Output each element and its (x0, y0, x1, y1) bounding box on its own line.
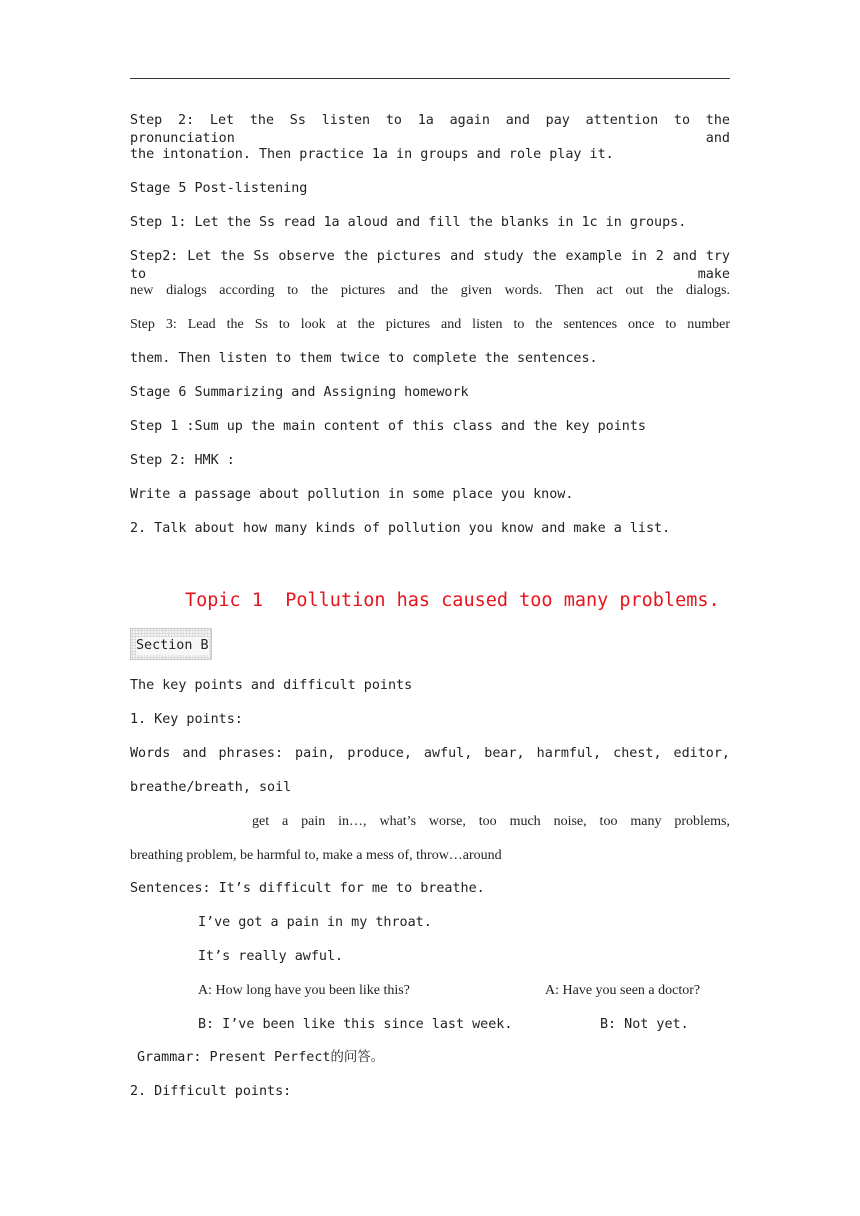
phrases-line: breathing problem, be harmful to, make a mess of, throw…around (130, 848, 502, 863)
text-line: Step 2: Let the Ss listen to 1a again and pay attention to the pronunciation and (130, 113, 730, 146)
dialog-line: B: I’ve been like this since last week. (198, 1017, 513, 1032)
text-line: Write a passage about pollution in some place you know. (130, 487, 574, 502)
section-badge (130, 628, 212, 660)
topic-title: Topic 1 Pollution has caused too many problems. (185, 590, 720, 611)
text-line: Step 1: Let the Ss read 1a aloud and fill the blanks in 1c in groups. (130, 215, 687, 230)
section-heading: The key points and difficult points (130, 678, 413, 693)
words-line: Words and phrases: pain, produce, awful, bear, harmful, chest, editor, (130, 746, 730, 761)
sentence-line: I’ve got a pain in my throat. (198, 915, 432, 930)
text-line: 2. Talk about how many kinds of pollution you know and make a list. (130, 521, 671, 536)
stage-heading: Stage 5 Post-listening (130, 181, 308, 196)
text-line: the intonation. Then practice 1a in groups and role play it. (130, 147, 614, 162)
section-label: Section B (136, 638, 209, 653)
dialog-line: A: How long have you been like this? (198, 983, 410, 998)
header-rule (130, 78, 730, 79)
words-line: breathe/breath, soil (130, 780, 292, 795)
text-line: new dialogs according to the pictures and the given words. Then act out the dialogs. (130, 283, 730, 298)
sentence-line: It’s really awful. (198, 949, 344, 964)
key-points-label: 1. Key points: (130, 712, 243, 727)
dialog-line: A: Have you seen a doctor? (545, 983, 701, 998)
text-line: Step 3: Lead the Ss to look at the pictures and listen to the sentences once to number (130, 317, 730, 332)
text-line: Step 2: HMK : (130, 453, 235, 468)
text-line: them. Then listen to them twice to complete the sentences. (130, 351, 598, 366)
dialog-line: B: Not yet. (600, 1017, 689, 1032)
text-line: Step2: Let the Ss observe the pictures and study the example in 2 and try to make (130, 249, 730, 282)
text-line: Step 1 :Sum up the main content of this class and the key points (130, 419, 646, 434)
phrases-line: get a pain in…, what’s worse, too much noise, too many problems, (252, 814, 730, 829)
grammar-line: Grammar: Present Perfect的问答。 (137, 1050, 385, 1065)
stage-heading: Stage 6 Summarizing and Assigning homework (130, 385, 469, 400)
sentences-label: Sentences: It’s difficult for me to breathe. (130, 881, 485, 896)
difficult-points-label: 2. Difficult points: (130, 1084, 292, 1099)
